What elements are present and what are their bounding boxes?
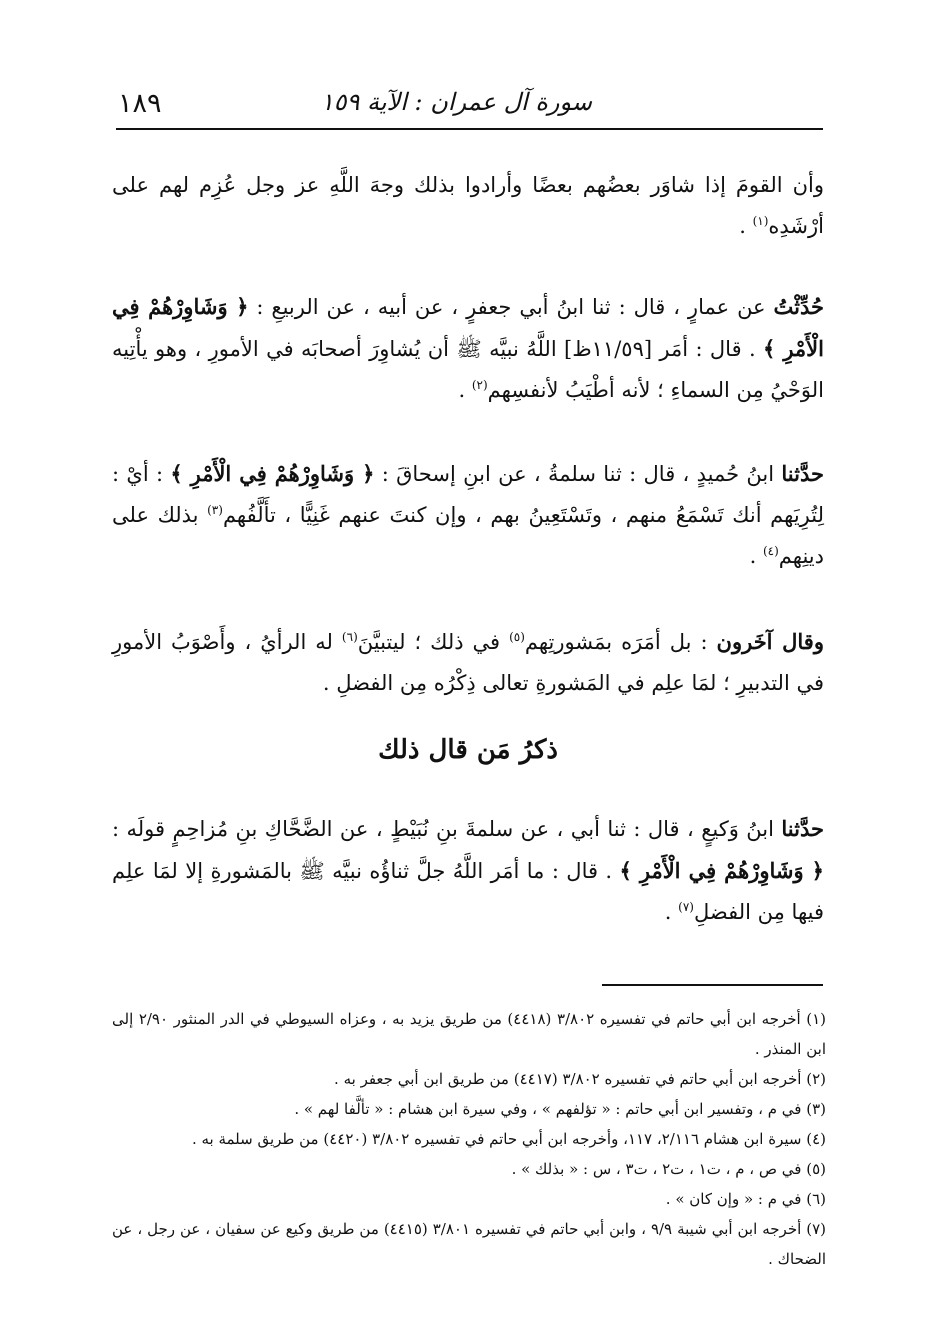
paragraph-text: في ذلك ؛ ليتبيَّنَ [357, 630, 510, 654]
paragraph-text: له الرأيُ ، وأَصْوَبُ الأمورِ في التدبيرِ ؛ لمَا علِم في المَشورةِ تعالى ذِكْرُه مِن الفضلِ . [112, 630, 824, 695]
footnote-ref: (٣) [207, 503, 223, 517]
quran-quote: ﴿ وَشَاوِرْهُمْ فِي الْأَمْرِ ﴾ [619, 858, 824, 883]
paragraph-text: . قال : ما أمَر اللَّهُ جلَّ ثناؤُه نبيَّه ﷺ بالمَشورةِ إلا لمَا علِم فيها مِن الفضلِ [112, 859, 824, 924]
paragraph-end: . [749, 544, 763, 568]
footnote-ref: (٢) [471, 378, 488, 392]
paragraph-text: . قال : أمَر [١١/٥٩ظ] اللَّهُ نبيَّه ﷺ أن يُشاوِرَ أصحابَه في الأمورِ ، وهو يأْتِيه الوَحْيُ مِن السماءِ ؛ لأنه أطْيَبُ لأنفسِهم [112, 337, 824, 402]
footnote-2: (٢) أخرجه ابن أبي حاتم في تفسيره ٣/٨٠٢ (٤٤١٧) من طريق ابن أبي جعفر به . [334, 1070, 826, 1088]
footnote-1: (١) أخرجه ابن أبي حاتم في تفسيره ٣/٨٠٢ (٤٤١٨) من طريق يزيد به ، وعزاه السيوطي في الدر المنثور ٢/٩٠ إلى ابن المنذر . [112, 1010, 827, 1058]
footnote-ref: (٥) [509, 630, 525, 644]
paragraph-1 [112, 165, 824, 247]
section-heading: ذكرُ مَن قال ذلك [378, 735, 558, 765]
paragraph-text: : أيْ : لِتُرِيَهم أنك تَسْمَعُ منهم ، وتَسْتَعِينُ بهم ، وإن كنتَ عنهم غَنِيًّا ، تأَلَّفُهم [112, 462, 824, 527]
paragraph-3 [112, 453, 824, 577]
quran-quote: ﴿ وَشَاوِرْهُمْ فِي الْأَمْرِ ﴾ [112, 294, 824, 361]
paragraph-text: بذلك على دينِهم [112, 503, 824, 568]
isnad-lead: حدَّثنا [781, 816, 824, 841]
paragraph-text: ابنُ حُميدٍ ، قال : ثنا سلمةُ ، عن ابنِ إسحاقَ : [374, 462, 782, 486]
page-number: ١٨٩ [118, 88, 162, 119]
isnad-lead: حُدِّثْتُ [773, 294, 825, 319]
footnote-rule [602, 984, 823, 986]
paragraph-end: . [739, 214, 753, 238]
footnote-ref: (١) [752, 214, 769, 228]
paragraph-4 [112, 621, 824, 704]
paragraph-end: . [664, 900, 679, 924]
footnote-7: (٧) أخرجه ابن أبي شيبة ٩/٩ ، وابن أبي حاتم في تفسيره ٣/٨٠١ (٤٤١٥) من طريق وكيع عن سفيان ، عن رجل ، عن الضحاك . [112, 1220, 827, 1268]
paragraph-text: : بل أمَرَه بمَشورتِهم [524, 630, 717, 654]
header-rule [116, 128, 823, 130]
isnad-lead: حدَّثنا [781, 461, 824, 486]
footnotes [112, 1004, 826, 1274]
quran-quote: ﴿ وَشَاوِرْهُمْ فِي الْأَمْرِ ﴾ [170, 461, 375, 486]
footnote-4: (٤) سيرة ابن هشام ٢/١١٦، ١١٧، وأخرجه ابن أبي حاتم في تفسيره ٣/٨٠٢ (٤٤٢٠) من طريق سلمة به . [191, 1130, 826, 1148]
footnote-3: (٣) في م ، وتفسير ابن أبي حاتم : « تؤلفهم » ، وفي سيرة ابن هشام : « تألَّفا لهم » . [294, 1100, 826, 1118]
isnad-lead: وقال آخَرون [716, 629, 824, 654]
header-title: سورة آل عمران : الآية ١٥٩ [320, 88, 592, 116]
paragraph-text: وأن القومَ إذا شاوَر بعضُهم بعضًا وأرادوا بذلك وجهَ اللَّهِ عز وجل عُزِم لهم على أرْشَدِه [112, 173, 824, 238]
footnote-5: (٥) في ص ، م ، ت١ ، ت٢ ، ت٣ ، س : « بذلك » . [511, 1160, 826, 1178]
footnote-6: (٦) في م : « وإن كان » . [665, 1190, 826, 1208]
footnote-ref: (٦) [341, 630, 358, 644]
paragraph-text: عن عمارٍ ، قال : ثنا ابنُ أبي جعفرٍ ، عن أبيه ، عن الربيعِ : [248, 295, 774, 319]
footnote-ref: (٧) [678, 900, 694, 914]
footnote-ref: (٤) [762, 544, 779, 558]
running-header [118, 88, 822, 128]
paragraph-text: ابنُ وَكيعٍ ، قال : ثنا أبي ، عن سلمةَ بنِ نُبَيْطٍ ، عن الضَّحَّاكِ بنِ مُزاحِمٍ قولَه : [112, 817, 782, 841]
paragraph-2 [112, 286, 824, 411]
paragraph-5 [112, 808, 824, 933]
paragraph-end: . [458, 378, 472, 402]
